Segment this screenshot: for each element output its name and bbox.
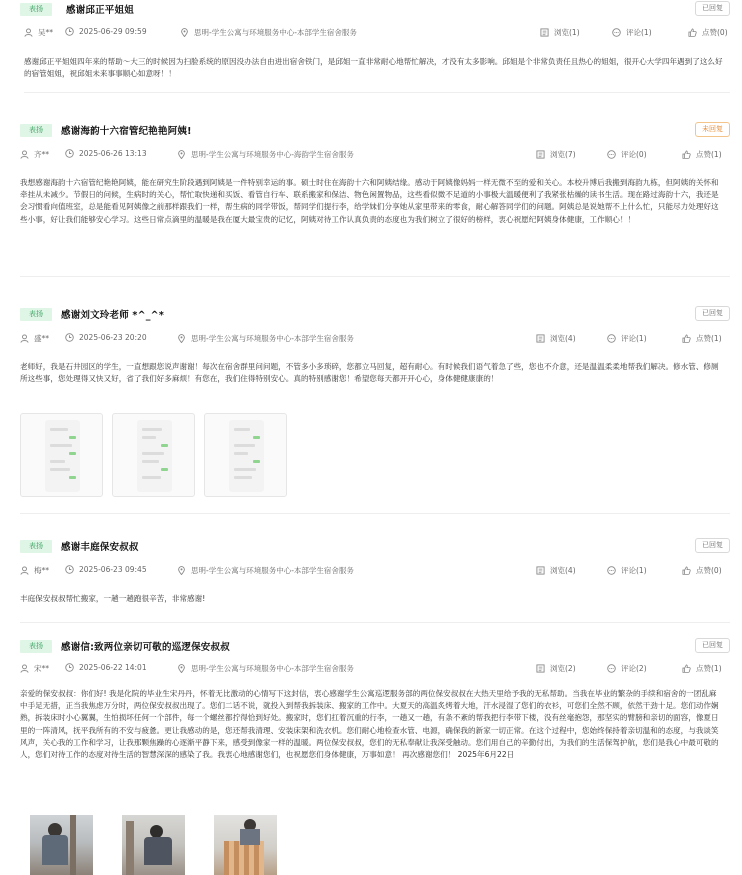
document-icon [540, 28, 549, 37]
clock-icon [65, 27, 74, 36]
category-badge: 表扬 [20, 308, 52, 321]
post-title[interactable]: 感谢邱正平姐姐 [66, 5, 134, 16]
reply-status-badge: 已回复 [695, 1, 730, 16]
comment-button[interactable]: 评论(0) [607, 149, 647, 160]
view-count: 浏览(1) [540, 27, 580, 38]
post-time: 2025-06-23 20:20 [65, 333, 147, 342]
reply-status-badge: 已回复 [695, 538, 730, 553]
thumbs-up-icon [682, 334, 691, 343]
document-icon [536, 150, 545, 159]
post-time: 2025-06-29 09:59 [65, 27, 147, 36]
author: 宋** [20, 663, 49, 674]
user-icon [20, 150, 29, 159]
like-button[interactable]: 点赞(1) [682, 663, 722, 674]
author: 吴** [24, 27, 53, 38]
author: 盛** [20, 333, 49, 344]
post-location: 思明-学生公寓与环境服务中心-本部学生宿舍服务 [177, 565, 354, 576]
location-icon [177, 334, 186, 343]
author: 齐** [20, 149, 49, 160]
post-location: 思明-学生公寓与环境服务中心-本部学生宿舍服务 [180, 27, 357, 38]
post-location: 思明-学生公寓与环境服务中心-海韵学生宿舍服务 [177, 149, 354, 160]
attachment-photo[interactable] [112, 815, 195, 875]
document-icon [536, 566, 545, 575]
divider [20, 276, 730, 277]
clock-icon [65, 565, 74, 574]
comment-button[interactable]: 评论(1) [607, 565, 647, 576]
divider [20, 513, 730, 514]
user-icon [24, 28, 33, 37]
like-button[interactable]: 点赞(0) [682, 565, 722, 576]
like-button[interactable]: 点赞(0) [688, 27, 728, 38]
view-count: 浏览(4) [536, 565, 576, 576]
attachment-thumbnail[interactable] [20, 413, 103, 497]
post-content: 我想感谢海韵十六宿管纪艳艳阿姨，能在研究生阶段遇到阿姨是一件特别幸运的事。硕士时住在海韵十六和阿姨结缘。感动于阿姨像妈妈一样无微不至的爱和关心。本校升博后我搬到海韵九栋，但阿姨的关怀和牵挂从未减少。节假日的问候，生病时的关心，帮忙取快递和买饭、看管自行车、联系搬家和保洁、物色闲置物品，这些看似微不足道的小事极大温暖便利了我紧张枯燥的读书生活。现在路过海韵十六，我还是会习惯看向值班室，总是能看见阿姨像之前那样跟我们一样，帮生病的同学带饭，帮同学们提行李，给学妹们分享她从家里带来的零食，耐心解答同学们的问题。阿姨总是说她帮不上什么忙，只能尽力处理好这些小事，好让我们能够安心学习。这些日常点滴里的温暖是我在厦大最宝贵的记忆，阿姨对待工作认真负责的态度也为我们树立了很好的榜样，衷心祝愿纪阿姨身体健康，工作顺心！！ [20, 178, 719, 224]
post-time: 2025-06-23 09:45 [65, 565, 147, 574]
comment-icon [607, 664, 616, 673]
post-content: 丰庭保安叔叔帮忙搬家，一趟一趟跑很辛苦，非常感谢! [20, 594, 206, 603]
view-count: 浏览(7) [536, 149, 576, 160]
post-title[interactable]: 感谢信:致两位亲切可敬的巡逻保安叔叔 [61, 642, 230, 653]
post-location: 思明-学生公寓与环境服务中心-本部学生宿舍服务 [177, 663, 354, 674]
user-icon [20, 334, 29, 343]
category-badge: 表扬 [20, 640, 52, 653]
thumbs-up-icon [682, 150, 691, 159]
divider [24, 92, 730, 93]
comment-button[interactable]: 评论(2) [607, 663, 647, 674]
comment-button[interactable]: 评论(1) [612, 27, 652, 38]
post-title[interactable]: 感谢刘文玲老师 *^_^* [61, 310, 165, 321]
attachment-thumbnail[interactable] [112, 413, 195, 497]
post-content: 感谢邱正平姐姐四年来的帮助～大三的时候因为扫脸系统的原因没办法自由进出宿舍铁门，是邱姐一直非常耐心地帮忙解决，才没有太多影响。邱姐是个非常负责任且热心的姐姐，很开心大学四年遇到了这么好的宿管姐姐，祝邱姐未来事事顺心如意呀！！ [24, 57, 723, 79]
post-time: 2025-06-22 14:01 [65, 663, 147, 672]
thumbs-up-icon [682, 664, 691, 673]
thumbs-up-icon [688, 28, 697, 37]
comment-icon [607, 150, 616, 159]
attachment-thumbnail[interactable] [204, 413, 287, 497]
comment-icon [607, 334, 616, 343]
document-icon [536, 334, 545, 343]
view-count: 浏览(4) [536, 333, 576, 344]
user-icon [20, 664, 29, 673]
clock-icon [65, 149, 74, 158]
location-icon [177, 664, 186, 673]
attachment-photo[interactable] [204, 815, 287, 875]
reply-status-badge: 已回复 [695, 306, 730, 321]
post-title[interactable]: 感谢丰庭保安叔叔 [61, 542, 139, 553]
comment-button[interactable]: 评论(1) [607, 333, 647, 344]
comment-icon [607, 566, 616, 575]
document-icon [536, 664, 545, 673]
reply-status-badge: 已回复 [695, 638, 730, 653]
comment-icon [612, 28, 621, 37]
clock-icon [65, 333, 74, 342]
post-content: 老师好，我是石井园区的学生，一直想跟您说声谢谢！每次在宿舍群里问问题，不管多小多琐碎，您都立马回复，超有耐心。有时候我们语气着急了些，您也不介意，还是温温柔柔地帮我们解决。修水管、修厕所这些事，您处理得又快又好，省了我们好多麻烦！有您在，我们住得特别安心。真的特别感谢您！希望您每天都开开心心，身体健健康康的！ [20, 362, 719, 384]
divider [20, 622, 730, 623]
category-badge: 表扬 [20, 3, 52, 16]
category-badge: 表扬 [20, 124, 52, 137]
post-content: 亲爱的保安叔叔：你们好! 我是化院的毕业生宋丹丹，怀着无比激动的心情写下这封信，衷心感谢学生公寓巡逻服务部的两位保安叔叔在大热天里给予我的无私帮助。当我在毕业的繁杂的手续和宿舍的一团乱麻中手足无措，正当我焦虑万分时，两位保安叔叔出现了。您们二话不说，就投入到帮我拆装床、搬家的工作中。大夏天的高温炙烤着大地，汗水浸湿了您们的衣衫，可您们全然不顾，依然干劲十足。您们动作娴熟，拆装床时小心翼翼，生怕损坏任何一个部件，每一个螺丝都拧得恰到好处。搬家时，您们扛着沉重的行李，一趟又一趟，有条不紊的帮我把行李带下楼，没有丝毫抱怨，那坚实的臂膀和亲切的面容，像夏日里的一阵清风，抚平我所有的不安与疲惫。更让我感动的是，您还帮我清理、安装床架和洗衣机。您们耐心地检查水管、电源，确保我的新家一切正常。在这个过程中，您始终保持着亲切温和的态度，与我谈笑风声，关心我的工作和学习，让我那颗焦躁的心逐渐平静下来，感受到像家一样的温暖。两位保安叔叔，您们的无私奉献让我深受触动。您们用自己的辛勤付出，为我们的生活保驾护航，您们是我心中最可敬的人，您们对待工作的态度对待生活的智慧深深的感染了我。我衷心地感谢您们，也祝愿您们身体健康，万事如意！ 再次感谢您们！ 2025年6月22日 [20, 689, 719, 760]
location-icon [180, 28, 189, 37]
clock-icon [65, 663, 74, 672]
attachment-photo[interactable] [20, 815, 103, 875]
location-icon [177, 150, 186, 159]
post-title[interactable]: 感谢海韵十六宿管纪艳艳阿姨! [61, 126, 192, 137]
category-badge: 表扬 [20, 540, 52, 553]
view-count: 浏览(2) [536, 663, 576, 674]
author: 梅** [20, 565, 49, 576]
post-time: 2025-06-26 13:13 [65, 149, 147, 158]
like-button[interactable]: 点赞(1) [682, 333, 722, 344]
like-button[interactable]: 点赞(1) [682, 149, 722, 160]
post-location: 思明-学生公寓与环境服务中心-本部学生宿舍服务 [177, 333, 354, 344]
location-icon [177, 566, 186, 575]
user-icon [20, 566, 29, 575]
reply-status-badge: 未回复 [695, 122, 730, 137]
thumbs-up-icon [682, 566, 691, 575]
